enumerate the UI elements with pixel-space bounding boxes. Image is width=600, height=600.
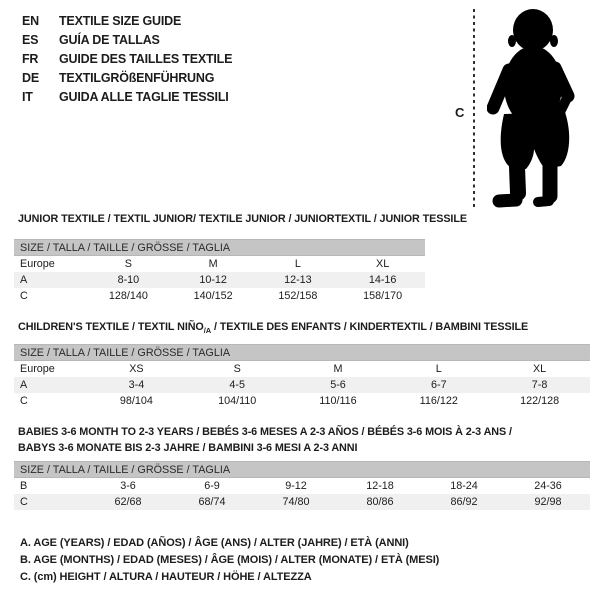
language-title: GUÍA DE TALLAS [59, 32, 160, 47]
title-line-2: BABYS 3-6 MONATE BIS 2-3 JAHRE / BAMBINI 3-6 MESI A 2-3 ANNI [18, 442, 358, 454]
table-row-height [14, 494, 590, 510]
language-code: EN [22, 13, 39, 28]
cell: 3-4 [128, 379, 145, 391]
language-title: TEXTILE SIZE GUIDE [59, 13, 182, 28]
toddler-silhouette-icon [487, 8, 575, 208]
cell: 3-6 [120, 480, 136, 492]
cell: 4-5 [229, 379, 245, 391]
table-row-age [14, 377, 590, 393]
cell: 116/122 [419, 395, 458, 407]
row-label: B [20, 480, 28, 492]
cell: 12-18 [366, 480, 394, 492]
cell: XS [129, 363, 144, 375]
size-header-bar: SIZE / TALLA / TAILLE / GRÖSSE / TAGLIA [14, 344, 590, 361]
height-measure-label: C [455, 105, 465, 120]
cell: 12-13 [284, 274, 312, 286]
cell: M [208, 258, 218, 270]
language-row-en [22, 11, 232, 30]
cell: 92/98 [534, 496, 562, 508]
title-subscript: /A [203, 326, 212, 336]
title-text: CHILDREN'S TEXTILE / TEXTIL NIÑO [18, 321, 204, 333]
language-title: GUIDE DES TAILLES TEXTILE [59, 51, 233, 66]
cell: L [435, 363, 442, 375]
junior-size-table [14, 239, 425, 304]
cell: 9-12 [285, 480, 307, 492]
cell: 74/80 [282, 496, 310, 508]
cell: 152/158 [278, 290, 318, 302]
cell: 86/92 [450, 496, 478, 508]
cell: S [233, 363, 241, 375]
language-row-es [22, 30, 232, 49]
section-title-babies [18, 424, 512, 456]
cell: 122/128 [520, 395, 560, 407]
cell: 5-6 [330, 379, 346, 391]
cell: 68/74 [198, 496, 226, 508]
cell: 104/110 [218, 395, 257, 407]
size-header-bar: SIZE / TALLA / TAILLE / GRÖSSE / TAGLIA [14, 239, 425, 256]
table-row-age [14, 272, 425, 288]
height-measure-dashed-line [473, 9, 475, 209]
cell: XL [376, 258, 390, 270]
cell: S [124, 258, 132, 270]
cell: 140/152 [193, 290, 233, 302]
language-row-fr [22, 49, 232, 68]
cell: 98/104 [119, 395, 153, 407]
row-label: A [20, 274, 28, 286]
language-code: ES [22, 32, 39, 47]
note-age-months: B. AGE (MONTHS) / EDAD (MESES) / ÂGE (MOIS) / ALTER (MONATE) / ETÀ (MESI) [20, 554, 440, 566]
language-title-list [22, 11, 232, 106]
cell: 10-12 [199, 274, 227, 286]
table-row-age-months [14, 478, 590, 494]
table-row-height [14, 393, 590, 409]
table-row-europe [14, 361, 590, 377]
table-row-height [14, 288, 425, 304]
row-label: C [20, 290, 28, 302]
title-line-1: BABIES 3-6 MONTH TO 2-3 YEARS / BEBÉS 3-6 MESES A 2-3 AÑOS / BÉBÉS 3-6 MOIS À 2-3 ANS / [18, 426, 512, 438]
cell: 6-9 [204, 480, 220, 492]
language-title: GUIDA ALLE TAGLIE TESSILI [59, 89, 229, 104]
language-code: IT [22, 89, 33, 104]
row-label: C [20, 496, 28, 508]
note-age-years: A. AGE (YEARS) / EDAD (AÑOS) / ÂGE (ANS) / ALTER (JAHRE) / ETÀ (ANNI) [20, 537, 409, 549]
language-title: TEXTILGRÖßENFÜHRUNG [59, 70, 215, 85]
cell: 62/68 [114, 496, 142, 508]
cell: 14-16 [368, 274, 397, 286]
table-body [14, 256, 425, 304]
table-row-europe [14, 256, 425, 272]
cell: 24-36 [534, 480, 562, 492]
cell: L [294, 258, 301, 270]
section-title-children [18, 321, 528, 335]
cell: 110/116 [319, 395, 357, 407]
size-header-bar: SIZE / TALLA / TAILLE / GRÖSSE / TAGLIA [14, 461, 590, 478]
cell: M [333, 363, 343, 375]
footnotes [20, 535, 439, 586]
section-title-junior: JUNIOR TEXTILE / TEXTIL JUNIOR/ TEXTILE JUNIOR / JUNIORTEXTIL / JUNIOR TESSILE [18, 213, 467, 225]
table-body [14, 361, 590, 409]
language-row-de [22, 68, 232, 87]
cell: 18-24 [450, 480, 478, 492]
row-label: Europe [20, 363, 55, 375]
cell: 80/86 [366, 496, 394, 508]
cell: 8-10 [117, 274, 140, 286]
row-label: Europe [20, 258, 55, 270]
cell: 7-8 [531, 379, 548, 391]
row-label: C [20, 395, 28, 407]
language-code: FR [22, 51, 39, 66]
table-body [14, 478, 590, 510]
cell: 158/170 [363, 290, 403, 302]
note-height-cm: C. (cm) HEIGHT / ALTURA / HAUTEUR / HÖHE / ALTEZZA [20, 571, 312, 583]
title-text: / TEXTILE DES ENFANTS / KINDERTEXTIL / BAMBINI TESSILE [211, 321, 529, 333]
row-label: A [20, 379, 28, 391]
cell: XL [532, 363, 547, 375]
language-row-it [22, 87, 232, 106]
babies-size-table [14, 461, 590, 510]
cell: 6-7 [430, 379, 447, 391]
children-size-table [14, 344, 590, 409]
language-code: DE [22, 70, 39, 85]
cell: 128/140 [108, 290, 148, 302]
